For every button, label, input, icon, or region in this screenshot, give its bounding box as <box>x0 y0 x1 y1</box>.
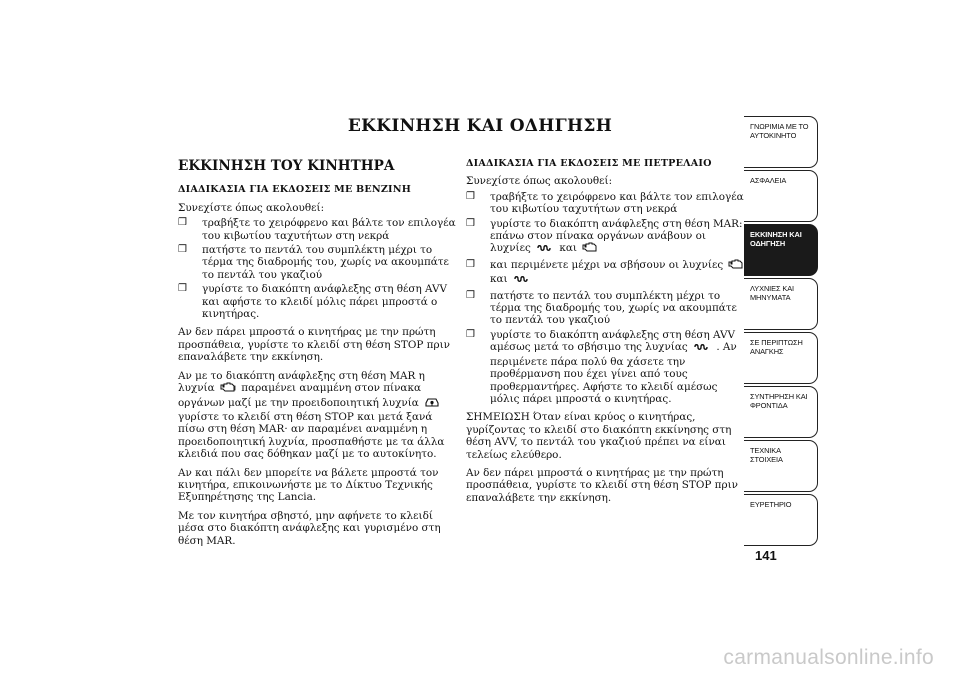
paragraph-text: Αν με το διακόπτη ανάφλεξης στη θέση MAR η λυχνία <box>178 369 425 395</box>
list-item-text: και περιμένετε μέχρι να σβήσουν οι λυχνίες <box>490 258 724 271</box>
checkbox-bullet-icon: ❒ <box>178 244 187 256</box>
tab-technical-data[interactable]: ΤΕΧΝΙΚΑ ΣΤΟΙΧΕΙΑ <box>744 440 818 492</box>
checkbox-bullet-icon: ❒ <box>178 283 187 295</box>
paragraph <box>178 370 460 461</box>
paragraph: Αν δεν πάρει μπροστά ο κινητήρας με την πρώτη προσπάθεια, γυρίστε το κλειδί στη θέση STOP πριν επαναλάβετε την εκκίνηση. <box>178 326 450 364</box>
checkbox-bullet-icon: ❒ <box>178 217 187 229</box>
paragraph: Με τον κινητήρα σβηστό, μην αφήνετε το κλειδί μέσα στο διακόπτη ανάφλεξης και γυρισμένο στη θέση MAR. <box>178 509 441 547</box>
engine-warning-icon <box>728 259 744 273</box>
glow-plug-icon <box>693 342 711 355</box>
checkbox-bullet-icon: ❒ <box>466 217 475 229</box>
tab-index[interactable]: ΕΥΡΕΤΗΡΙΟ <box>744 494 818 546</box>
list-item-text: γυρίστε το διακόπτη ανάφλεξης στη θέση AVV και αφήστε το κλειδί μόλις πάρει μπροστά ο κινητήρας. <box>202 283 448 321</box>
list-item-text: τραβήξτε το χειρόφρενο και βάλτε τον επιλογέα του κιβωτίου ταχυτήτων στη νεκρά <box>202 217 456 242</box>
checkbox-bullet-icon: ❒ <box>466 190 475 202</box>
list-item-text: και <box>490 273 508 286</box>
left-column <box>178 158 460 550</box>
list-item <box>466 191 748 216</box>
list-item-text: πατήστε το πεντάλ του συμπλέκτη μέχρι το τέρμα της διαδρομής του, χωρίς να ακουμπάτε το πεντάλ του γκαζιού <box>490 289 737 327</box>
paragraph-text: παραμένει αναμμένη στον πίνακα οργάνων μαζί με την προειδοποιητική λυχνία <box>178 382 421 409</box>
page-number: 141 <box>755 548 777 563</box>
list-item-text: . Αν περιμένετε πάρα πολύ θα χάσετε την προθέρμανση που έχει γίνει από τους προθερμαντήρες. Αφήστε το κλειδί αμέσως μόλις πάρει μπροστά ο κινητήρας. <box>490 341 737 405</box>
section-heading-engine-start: ΕΚΚΙΝΗΣΗ ΤΟΥ ΚΙΝΗΤΗΡΑ <box>178 158 395 174</box>
page-title: ΕΚΚΙΝΗΣΗ ΚΑΙ ΟΔΗΓΗΣΗ <box>347 116 613 136</box>
glow-plug-icon <box>536 243 554 256</box>
engine-warning-icon <box>582 242 598 256</box>
checkbox-bullet-icon: ❒ <box>466 328 475 340</box>
right-column <box>466 158 748 507</box>
paragraph-text: γυρίστε το κλειδί στη θέση STOP και μετά ξανά πίσω στη θέση MAR· αν παραμένει αναμμένη η προειδοποιητική λυχνία, προσπαθήστε με τα άλλα κλειδιά που σας δόθηκαν μαζί με το αυτοκίνητο. <box>178 410 445 461</box>
tab-getting-to-know[interactable]: ΓΝΩΡΙΜΙΑ ΜΕ ΤΟ ΑΥΤΟΚΙΝΗΤΟ <box>744 116 818 168</box>
list-item <box>178 217 460 242</box>
list-item-text: τραβήξτε το χειρόφρενο και βάλτε τον επιλογέα του κιβωτίου ταχυτήτων στη νεκρά <box>490 190 744 216</box>
list-item-text: πατήστε το πεντάλ του συμπλέκτη μέχρι το τέρμα της διαδρομής του, χωρίς να ακουμπάτε το πεντάλ του γκαζιού <box>202 244 449 281</box>
list-item <box>466 218 748 257</box>
paragraph: Αν και πάλι δεν μπορείτε να βάλετε μπροστά τον κινητήρα, επικοινωνήστε με το Δίκτυο Τεχνικής Εξυπηρέτησης της Lancia. <box>178 466 439 504</box>
tab-starting-driving[interactable]: ΕΚΚΙΝΗΣΗ ΚΑΙ ΟΔΗΓΗΣΗ <box>744 224 818 276</box>
list-item <box>178 283 460 320</box>
list-item <box>466 329 748 405</box>
watermark: carmanualsonline.info <box>723 646 934 669</box>
list-item <box>178 244 460 281</box>
tab-warning-lights[interactable]: ΛΥΧΝΙΕΣ ΚΑΙ ΜΗΝΥΜΑΤΑ <box>744 278 818 330</box>
subheading-diesel: ΔΙΑΔΙΚΑΣΙΑ ΓΙΑ ΕΚΔΟΣΕΙΣ ΜΕ ΠΕΤΡΕΛΑΙΟ <box>466 158 712 169</box>
intro-text: Συνεχίστε όπως ακολουθεί: <box>466 175 613 188</box>
intro-text: Συνεχίστε όπως ακολουθεί: <box>178 201 325 214</box>
glow-plug-icon <box>513 274 531 287</box>
tab-maintenance[interactable]: ΣΥΝΤΗΡΗΣΗ ΚΑΙ ΦΡΟΝΤΙΔΑ <box>744 386 818 438</box>
paragraph: Αν δεν πάρει μπροστά ο κινητήρας με την πρώτη προσπάθεια, γυρίστε το κλειδί στη θέση STOP πριν επαναλάβετε την εκκίνηση. <box>466 466 738 504</box>
list-item-text: γυρίστε το διακόπτη ανάφλεξης στη θέση AVV αμέσως μετά το σβήσιμο της λυχνίας <box>490 328 736 354</box>
tab-emergency[interactable]: ΣΕ ΠΕΡΙΠΤΩΣΗ ΑΝΑΓΚΗΣ <box>744 332 818 384</box>
checkbox-bullet-icon: ❒ <box>466 258 475 270</box>
tab-safety[interactable]: ΑΣΦΑΛΕΙΑ <box>744 170 818 222</box>
engine-warning-icon <box>220 382 236 396</box>
list-item <box>466 259 748 288</box>
note-paragraph: ΣΗΜΕΙΩΣΗ Όταν είναι κρύος ο κινητήρας, γυρίζοντας το κλειδί στο διακόπτη εκκίνησης στη θέση AVV, το πεντάλ του γκαζιού πρέπει να είναι τελείως ελεύθερο. <box>466 411 732 461</box>
list-item-text: γυρίστε το διακόπτη ανάφλεξης στη θέση MAR: επάνω στον πίνακα οργάνων ανάβουν οι λυχνίες <box>490 217 743 255</box>
list-item-text: και <box>559 242 578 255</box>
subheading-petrol: ΔΙΑΔΙΚΑΣΙΑ ΓΙΑ ΕΚΔΟΣΕΙΣ ΜΕ ΒΕΝΖΙΝΗ <box>178 184 411 196</box>
list-item <box>466 290 748 327</box>
key-car-icon <box>424 397 440 411</box>
checkbox-bullet-icon: ❒ <box>466 289 475 301</box>
